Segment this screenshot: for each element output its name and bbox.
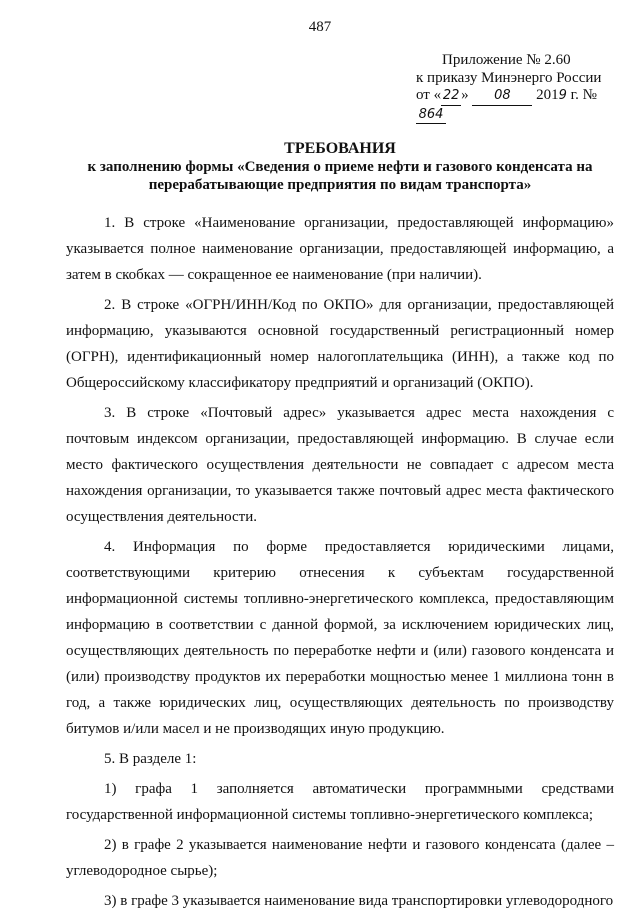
year-prefix: 201 [532, 87, 559, 103]
paragraph-1: 1. В строке «Наименование организации, предоставляющей информацию» указывается полное наименование организации, предоставляющей информацию, а затем в скобках — сокращенное ее наименование (при наличии). [66, 215, 614, 283]
date-mid: » [461, 87, 473, 103]
paragraph-3: 3. В строке «Почтовый адрес» указывается адрес места нахождения с почтовым индексом организации, предоставляющей информацию. В случае если место фактического осуществления деятельности не совпадает с адресом места нахождения организации, то указывается также почтовый адрес места фактического осуществления деятельности. [66, 405, 614, 525]
page-number: 487 [308, 19, 332, 35]
paragraph-5-2: 2) в графе 2 указывается наименование нефти и газового конденсата (далее – углеводородное сырье); [66, 837, 614, 879]
appendix-line-1: Приложение № 2.60 [442, 52, 571, 68]
paragraph-5-3: 3) в графе 3 указывается наименование вида транспортировки углеводородного [104, 893, 614, 909]
title-main: ТРЕБОВАНИЯ [284, 140, 396, 157]
year-suffix: г. № [566, 87, 597, 103]
paragraph-5-1: 1) графа 1 заполняется автоматически программными средствами государственной информационной системы топливно-энергетического комплекса; [66, 781, 614, 823]
handwritten-month: 08 [472, 87, 532, 106]
handwritten-day: 22 [441, 87, 461, 106]
paragraph-5: 5. В разделе 1: [104, 751, 197, 767]
handwritten-year-digit: 9 [558, 88, 567, 103]
appendix-line-3 [416, 87, 616, 124]
appendix-header [416, 52, 616, 124]
document-body [66, 210, 614, 918]
title-line-3: перерабатывающие предприятия по видам транспорта» [148, 177, 532, 193]
paragraph-2: 2. В строке «ОГРН/ИНН/Код по ОКПО» для организации, предоставляющей информацию, указываются основной государственный регистрационный номер (ОГРН), идентификационный номер налогоплательщика (ИНН), а также код по Общероссийскому классификатору предприятий и организаций (ОКПО). [66, 297, 614, 391]
title-line-2: к заполнению формы «Сведения о приеме нефти и газового конденсата на [87, 159, 593, 175]
document-title [60, 140, 620, 194]
appendix-line-2: к приказу Минэнерго России [416, 69, 602, 86]
date-prefix: от « [416, 87, 442, 103]
handwritten-order-number: 864 [416, 106, 446, 125]
paragraph-4: 4. Информация по форме предоставляется юридическими лицами, соответствующими критерию отнесения к субъектам государственной информационной системы топливно-энергетического комплекса, предоставляющим информацию в соответствии с данной формой, за исключением юридических лиц, осуществляющих деятельность по переработке нефти и (или) газового конденсата и (или) производству продуктов их переработки мощностью менее 1 миллиона тонн в год, а также юридических лиц, осуществляющих деятельность по производству битумов и/или масел и не производящих иную продукцию. [66, 539, 614, 737]
